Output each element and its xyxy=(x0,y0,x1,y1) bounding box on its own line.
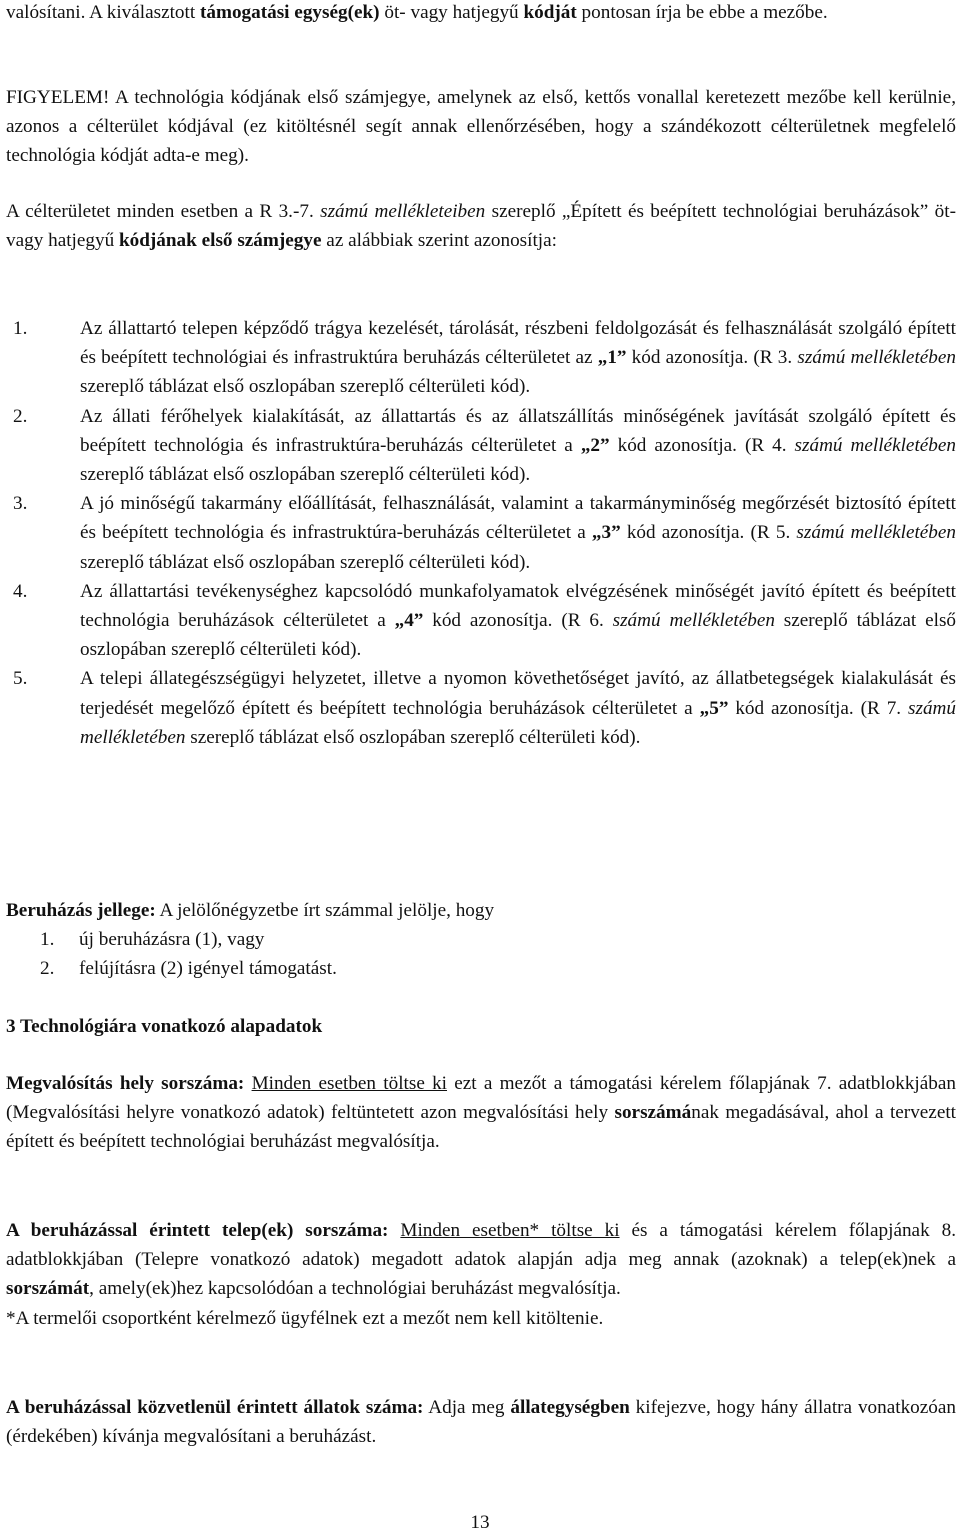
bold-text: sorszámát xyxy=(6,1278,90,1300)
list-number: 2. xyxy=(13,405,28,427)
code-label: „1” xyxy=(597,347,627,369)
text: az alábbiak szerint azonosítja: xyxy=(321,230,557,252)
code-label: „2” xyxy=(580,434,610,456)
text: kód azonosítja. (R 7. xyxy=(728,697,909,719)
text: Az állattartó telepen képződő trágya kezelését, tárolását, részbeni feldolgozását és felhasználását szolgáló épített és beépített technológiai és infrastruktúra beruházás célterületet az xyxy=(80,318,956,369)
italic-text: számú mellékletében xyxy=(80,697,956,748)
code-label: „3” xyxy=(591,522,621,544)
text: felújításra (2) igényel támogatást. xyxy=(79,958,337,980)
text: Adja meg xyxy=(423,1397,511,1418)
investment-type-block xyxy=(6,896,956,984)
field-label: Megvalósítás hely sorszáma: xyxy=(6,1073,245,1094)
warning-paragraph xyxy=(6,83,956,171)
code-label: „4” xyxy=(394,610,424,632)
list-item xyxy=(6,489,956,577)
list-number: 2. xyxy=(40,958,55,980)
text: , amely(ek)hez kapcsolódóan a technológiai beruházást megvalósítja. xyxy=(89,1278,621,1300)
text: A jelölőnégyzetbe írt számmal jelölje, hogy xyxy=(155,900,495,921)
text: kifejezve, hogy hány állatra vonatkozóan (érdekében) kívánja megvalósítani a beruházást. xyxy=(6,1397,956,1448)
list-item xyxy=(6,954,956,983)
warning-text: FIGYELEM! A technológia kódjának első számjegye, amelynek az első, kettős vonallal keretezett mezőbe kell kerülnie, azonos a célterület kódjával (ez kitöltésnél segít annak ellenőrzésében, hogy a szándékozott célterületnek megfelelő technológia kódját adta-e meg). xyxy=(6,87,956,167)
italic-text: számú mellékleteiben xyxy=(320,201,486,222)
list-item xyxy=(6,925,956,954)
text: kód azonosítja. (R 6. xyxy=(423,610,613,632)
bold-text: támogatási egység(ek) xyxy=(199,2,380,23)
text: pontosan írja be ebbe a mezőbe. xyxy=(576,2,828,23)
text: Az állati férőhelyek kialakítását, az állattartás és az állatszállítás minőségének javítását szolgáló épített és beépített technológia és infrastruktúra-beruházás célterületet a xyxy=(80,405,956,456)
bold-text: sorszámá xyxy=(614,1102,692,1124)
field-label: A beruházással közvetlenül érintett állatok száma: xyxy=(6,1397,424,1418)
code-label: „5” xyxy=(699,697,729,719)
field-label: Beruházás jellege: xyxy=(6,900,156,921)
text: valósítani. A kiválasztott xyxy=(6,2,200,23)
text: szereplő táblázat első oszlopában szereplő célterületi kód). xyxy=(80,551,531,573)
italic-text: számú mellékletében xyxy=(796,522,957,544)
list-number: 3. xyxy=(13,493,28,515)
text: kód azonosítja. (R 4. xyxy=(609,434,795,456)
text: új beruházásra (1), vagy xyxy=(79,929,265,951)
list-number: 1. xyxy=(40,929,55,951)
footnote-text: *A termelői csoportként kérelmező ügyfélnek ezt a mezőt nem kell kitöltenie. xyxy=(6,1307,604,1329)
text: szereplő táblázat első oszlopában szereplő célterületi kód). xyxy=(185,726,641,748)
list-number: 4. xyxy=(13,580,28,602)
bold-text: állategységben xyxy=(510,1397,630,1418)
section-heading: 3 Technológiára vonatkozó alapadatok xyxy=(6,1016,323,1037)
field-label: A beruházással érintett telep(ek) sorszáma: xyxy=(6,1220,389,1241)
list-item xyxy=(6,664,956,752)
text: szereplő táblázat első oszlopában szereplő célterületi kód). xyxy=(80,610,957,661)
list-item xyxy=(6,402,956,490)
underlined-text: Minden esetben töltse ki xyxy=(251,1073,448,1094)
text: öt- vagy hatjegyű xyxy=(379,2,524,23)
list-item xyxy=(6,314,956,402)
site-number-block xyxy=(6,1069,956,1157)
italic-text: számú mellékletében xyxy=(797,347,957,369)
text: Az állattartási tevékenységhez kapcsolódó munkafolyamatok elvégzésének minőségét javító épített és beépített technológia beruházások célterületet a xyxy=(80,580,956,632)
animal-count-block xyxy=(6,1393,956,1451)
list-item xyxy=(6,577,956,665)
text: szereplő táblázat első oszlopában szereplő célterületi kód). xyxy=(80,464,531,486)
target-area-list xyxy=(6,314,956,752)
farm-number-block xyxy=(6,1216,956,1333)
bold-text: kódjának első számjegye xyxy=(118,230,322,252)
bold-text: kódját xyxy=(523,2,577,23)
text: A jó minőségű takarmány előállítását, felhasználását, valamint a takarmányminőség megőrzését biztosító épített és beépített technológia és infrastruktúra-beruházás célterületet a xyxy=(80,493,956,544)
list-number: 5. xyxy=(13,668,28,690)
text: A célterületet minden esetben a R 3.-7. xyxy=(6,201,321,222)
text: nak megadásával, ahol a tervezett épített és beépített technológiai beruházást megvalósítja. xyxy=(6,1102,956,1153)
text: ezt a mezőt a támogatási kérelem főlapjának 7. adatblokkjában (Megvalósítási helyre vonatkozó adatok) feltüntetett azon megvalósítási hely xyxy=(6,1073,956,1124)
text: szereplő „Épített és beépített technológiai beruházások” öt- vagy hatjegyű xyxy=(6,201,956,252)
text: és a támogatási kérelem főlapjának 8. adatblokkjában (Telepre vonatkozó adatok) megadott adatok alapján adja meg annak (azoknak) a telep(ek)nek a xyxy=(6,1220,957,1271)
list-number: 1. xyxy=(13,318,28,339)
text: szereplő táblázat első oszlopában szereplő célterületi kód). xyxy=(80,376,531,398)
text: kód azonosítja. (R 3. xyxy=(626,347,798,369)
italic-text: számú mellékletében xyxy=(612,610,775,632)
page-number: 13 xyxy=(470,1512,490,1533)
target-area-paragraph xyxy=(6,197,956,255)
italic-text: számú mellékletében xyxy=(794,434,956,456)
text: kód azonosítja. (R 5. xyxy=(620,522,797,544)
intro-paragraph xyxy=(6,0,956,27)
text: A telepi állategészségügyi helyzetet, illetve a nyomon követhetőséget javító, az állatbetegségek kialakulását és terjedését megelőző épített és beépített technológia beruházások célterületet a xyxy=(80,668,956,719)
section-title xyxy=(6,1012,956,1041)
underlined-text: Minden esetben* töltse ki xyxy=(400,1220,620,1241)
